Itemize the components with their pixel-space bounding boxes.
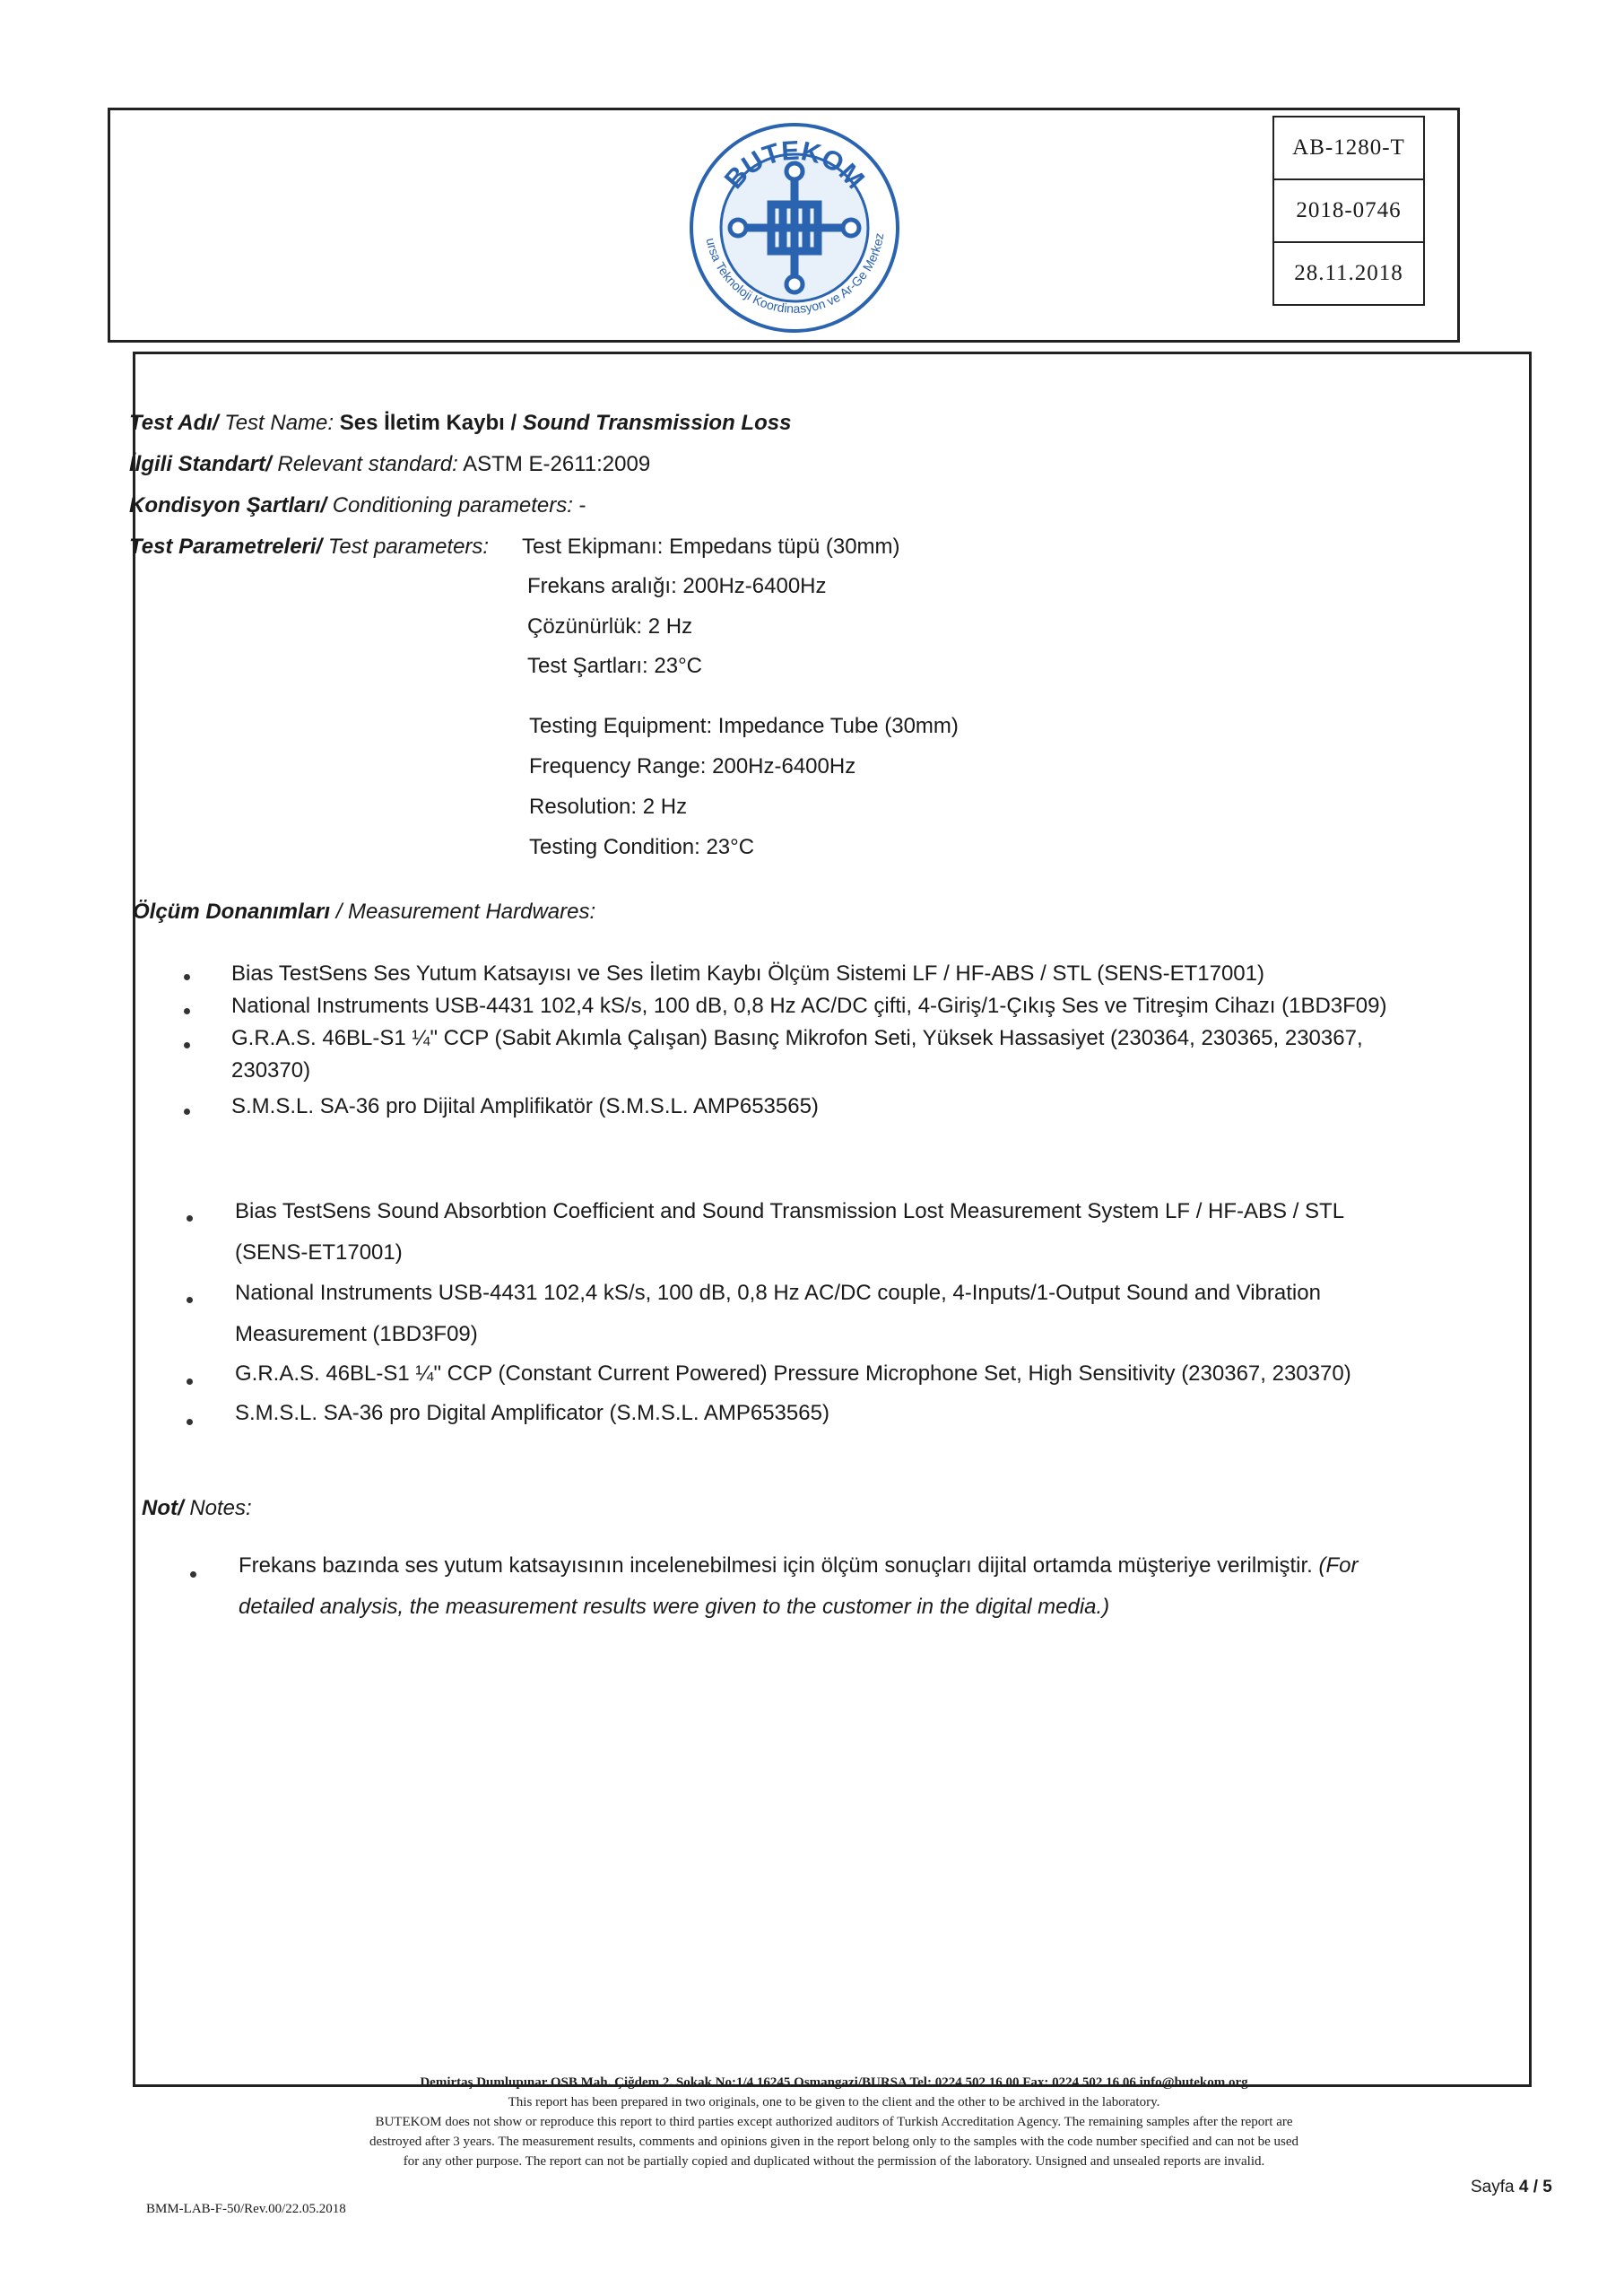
hardware-heading <box>133 900 595 925</box>
parameters-label-tr: Test Parametreleri/ <box>129 535 323 559</box>
conditioning-label-en: Conditioning parameters: <box>326 493 573 517</box>
test-name-row <box>129 411 791 436</box>
bullet-icon <box>187 1215 193 1222</box>
bullet-icon <box>184 1008 190 1014</box>
parameters-row <box>129 535 489 560</box>
notes-text-tr: Frekans bazında ses yutum katsayısının incelenebilmesi için ölçüm sonuçları dijital ortamda müşteriye verilmiştir. <box>239 1553 1313 1578</box>
param-en-resolution: Resolution: 2 Hz <box>529 795 688 819</box>
notes-item <box>239 1553 1358 1578</box>
notes-heading <box>142 1496 252 1521</box>
test-name-value-en: Sound Transmission Loss <box>522 411 792 435</box>
logo-ring-text: ursa Teknoloji Koordinasyon ve Ar-Ge Merkez <box>703 231 887 316</box>
bullet-icon <box>187 1378 193 1385</box>
hardware-tr-item: G.R.A.S. 46BL-S1 ¼" CCP (Sabit Akımla Çalışan) Basınç Mikrofon Seti, Yüksek Hassasiyet (230364, 230365, 230367, <box>231 1026 1363 1050</box>
page-number <box>1471 2178 1552 2197</box>
standard-label-tr: İlgili Standart/ <box>129 452 272 476</box>
hardware-en-item: Bias TestSens Sound Absorbtion Coefficient and Sound Transmission Lost Measurement System LF / HF-ABS / STL <box>235 1199 1345 1223</box>
param-en-equipment: Testing Equipment: Impedance Tube (30mm) <box>529 714 959 738</box>
hardware-en-item: National Instruments USB-4431 102,4 kS/s, 100 dB, 0,8 Hz AC/DC couple, 4-Inputs/1-Output Sound and Vibration <box>235 1281 1321 1305</box>
notes-label-en: Notes: <box>183 1496 252 1520</box>
report-id: 2018-0746 <box>1273 179 1424 242</box>
report-date: 28.11.2018 <box>1273 242 1424 305</box>
hardware-label-en: / Measurement Hardwares: <box>330 900 596 924</box>
bullet-icon <box>187 1419 193 1425</box>
test-name-label-en: Test Name: <box>218 411 334 435</box>
param-tr-resolution: Çözünürlük: 2 Hz <box>527 614 693 639</box>
conditioning-label-tr: Kondisyon Şartları/ <box>129 493 327 517</box>
standard-value: ASTM E-2611:2009 <box>457 452 651 476</box>
butekom-logo <box>686 119 903 336</box>
conditioning-value: - <box>572 493 586 517</box>
footer-line-3: BUTEKOM does not show or reproduce this report to third parties except authorized auditors of Turkish Accreditation Agency. The remaining samples after the report are <box>375 2115 1293 2129</box>
hardware-tr-item: Bias TestSens Ses Yutum Katsayısı ve Ses İletim Kaybı Ölçüm Sistemi LF / HF-ABS / STL (SENS-ET17001) <box>231 961 1264 986</box>
footer-address: Demirtaş Dumlupınar OSB Mah. Çiğdem 2. Sokak No:1/4 16245 Osmangazi/BURSA Tel: 0224 502 16 00 Fax: 0224 502 16 06 info@butekom.org <box>420 2075 1248 2090</box>
hardware-tr-item-cont: 230370) <box>231 1058 311 1083</box>
report-number: AB-1280-T <box>1273 117 1424 179</box>
hardware-en-item-cont: Measurement (1BD3F09) <box>235 1322 478 1346</box>
parameters-label-en: Test parameters: <box>322 535 490 559</box>
butekom-seal-icon <box>686 119 903 336</box>
notes-text-en: detailed analysis, the measurement results were given to the customer in the digital media.) <box>239 1595 1110 1619</box>
param-en-frequency: Frequency Range: 200Hz-6400Hz <box>529 754 856 778</box>
footer-line-4: destroyed after 3 years. The measurement results, comments and opinions given in the report belong only to the samples with the code number specified and can not be used <box>369 2135 1299 2149</box>
report-code-table <box>1272 116 1425 306</box>
footer-line-2: This report has been prepared in two originals, one to be given to the client and the other to be archived in the laboratory. <box>508 2095 1160 2109</box>
logo-top-text: BUTEKOM <box>718 135 871 196</box>
param-en-condition: Testing Condition: 23°C <box>529 835 755 859</box>
bullet-icon <box>187 1297 193 1303</box>
param-tr-condition: Test Şartları: 23°C <box>527 654 702 678</box>
notes-label-tr: Not/ <box>142 1496 184 1520</box>
test-name-value-tr: Ses İletim Kaybı / <box>334 411 523 435</box>
hardware-tr-item: National Instruments USB-4431 102,4 kS/s, 100 dB, 0,8 Hz AC/DC çifti, 4-Giriş/1-Çıkış Ses ve Titreşim Cihazı (1BD3F09) <box>231 994 1387 1018</box>
notes-text-en-start: (For <box>1312 1553 1359 1578</box>
hardware-en-item: S.M.S.L. SA-36 pro Digital Amplificator (S.M.S.L. AMP653565) <box>235 1401 829 1425</box>
test-name-label-tr: Test Adı/ <box>129 411 219 435</box>
bullet-icon <box>184 1109 190 1115</box>
hardware-label-tr: Ölçüm Donanımları <box>133 900 331 924</box>
conditioning-row <box>129 493 586 518</box>
form-code: BMM-LAB-F-50/Rev.00/22.05.2018 <box>146 2202 346 2216</box>
standard-label-en: Relevant standard: <box>271 452 458 476</box>
page-label: Sayfa <box>1471 2178 1519 2196</box>
footer-line-5: for any other purpose. The report can not be partially copied and duplicated without the permission of the laboratory. Unsigned and unsealed reports are invalid. <box>403 2154 1265 2169</box>
param-tr-equipment: Test Ekipmanı: Empedans tüpü (30mm) <box>522 535 900 559</box>
hardware-en-item-cont: (SENS-ET17001) <box>235 1240 403 1265</box>
hardware-tr-item: S.M.S.L. SA-36 pro Dijital Amplifikatör (S.M.S.L. AMP653565) <box>231 1094 819 1118</box>
page-value: 4 / 5 <box>1518 2178 1552 2196</box>
report-header <box>108 108 1460 343</box>
bullet-icon <box>184 974 190 980</box>
bullet-icon <box>190 1571 196 1578</box>
param-tr-frequency: Frekans aralığı: 200Hz-6400Hz <box>527 574 827 598</box>
bullet-icon <box>184 1042 190 1048</box>
hardware-en-item: G.R.A.S. 46BL-S1 ¼" CCP (Constant Current Powered) Pressure Microphone Set, High Sensitivity (230367, 230370) <box>235 1361 1351 1386</box>
standard-row <box>129 452 650 477</box>
